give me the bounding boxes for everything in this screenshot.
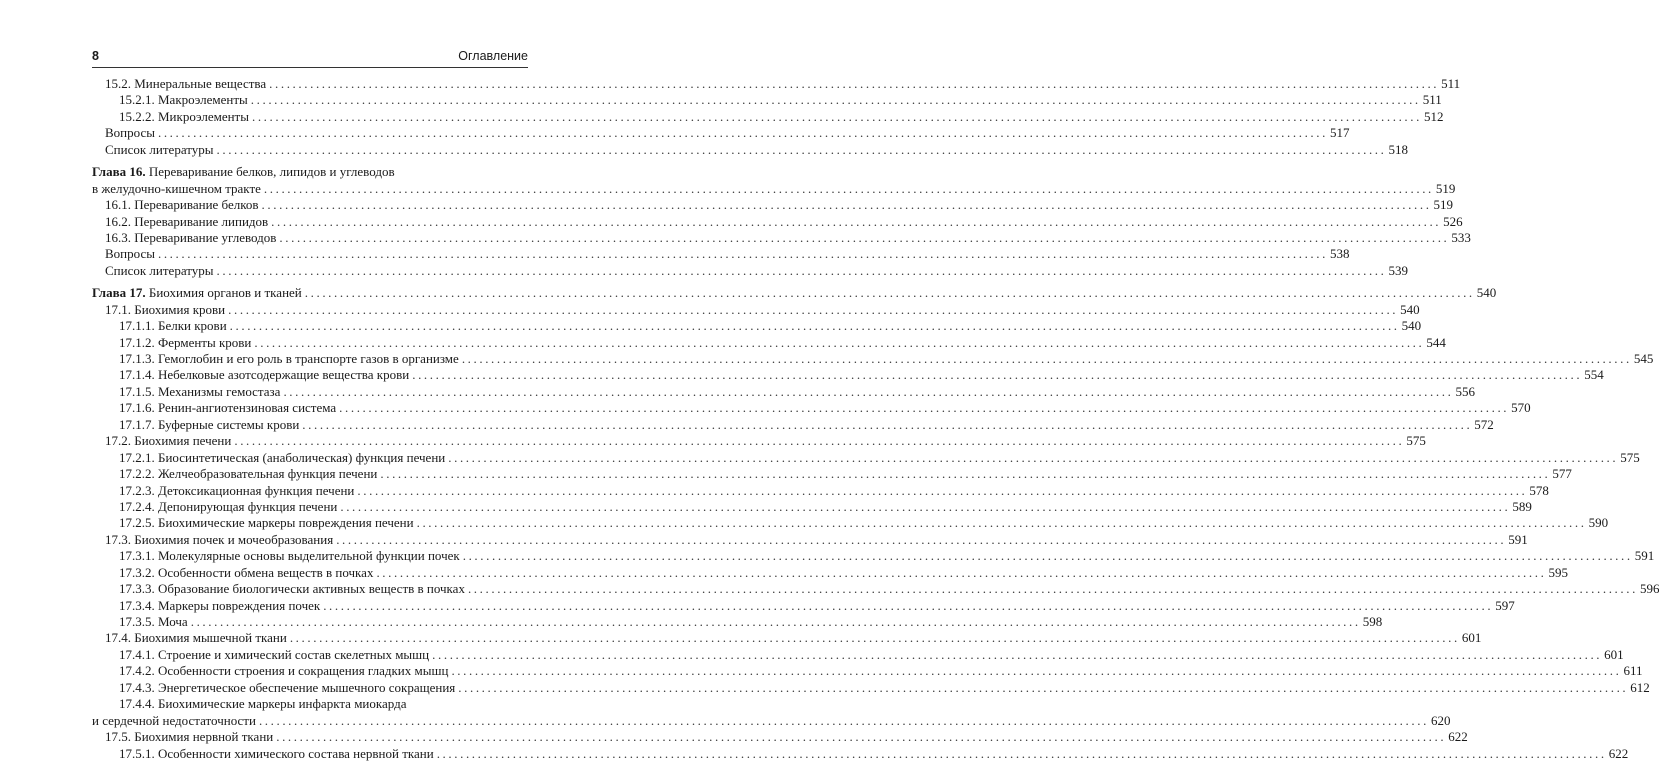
running-title: Оглавление — [458, 49, 528, 63]
dot-leader: ........................................................................................................................................................................................................ — [261, 197, 1432, 213]
toc-entry-label: 17.4. Биохимия мышечной ткани — [105, 630, 287, 646]
chapter-number: Глава 17. — [92, 285, 146, 301]
toc-entry-label: 17.4.3. Энергетическое обеспечение мышечного сокращения — [119, 679, 456, 695]
dot-leader: ........................................................................................................................................................................................................ — [304, 285, 1475, 301]
toc-page-number: 540 — [1401, 318, 1422, 334]
toc-entry — [92, 334, 1446, 351]
toc-entry-label: 17.1.1. Белки крови — [119, 318, 227, 334]
toc-entry-label: 17.2.4. Депонирующая функция печени — [119, 498, 338, 514]
toc-entry — [92, 548, 1655, 564]
toc-page-number: 511 — [1441, 76, 1461, 91]
toc-entry — [92, 466, 1572, 482]
toc-page-number: 545 — [1633, 351, 1654, 366]
toc-entry — [92, 351, 1654, 367]
dot-leader: ........................................................................................................................................................................................................ — [157, 246, 1328, 262]
toc-entry-label: 17.4.4. Биохимические маркеры инфаркта миокарда — [119, 696, 407, 712]
toc-page-number: 556 — [1455, 383, 1475, 399]
toc-entry-label: 17.4.1. Строение и химический состав скелетных мышц — [119, 646, 430, 662]
dot-leader: ........................................................................................................................................................................................................ — [336, 531, 1507, 547]
toc-page-number: 517 — [1329, 125, 1350, 141]
page-number: 8 — [92, 49, 99, 63]
toc-entry-label: 17.3.4. Маркеры повреждения почек — [119, 597, 321, 613]
toc-entry — [92, 646, 1624, 663]
toc-entry — [92, 696, 528, 712]
toc-entry — [92, 729, 1468, 745]
toc-page-number: 620 — [1430, 712, 1451, 728]
toc-page-number: 622 — [1448, 729, 1468, 745]
toc-page-number: 572 — [1474, 416, 1494, 432]
toc-page-number: 591 — [1508, 531, 1528, 547]
toc-entry — [92, 383, 1475, 400]
toc-page-number: 612 — [1630, 679, 1650, 695]
toc-entry — [92, 630, 1482, 646]
toc-page-number: 538 — [1329, 246, 1350, 262]
toc-entry-label: 15.2.2. Микроэлементы — [119, 108, 249, 124]
toc-page-number: 601 — [1604, 646, 1624, 662]
dot-leader: ........................................................................................................................................................................................................ — [279, 229, 1450, 245]
dot-leader: ........................................................................................................................................................................................................ — [251, 108, 1422, 124]
dot-leader: ........................................................................................................................................................................................................ — [250, 92, 1421, 108]
toc-entry-label: 16.1. Переваривание белков — [105, 197, 259, 213]
toc-entry — [92, 449, 1640, 466]
toc-page-number: 575 — [1620, 449, 1640, 465]
toc-entry — [92, 400, 1531, 416]
toc-entry-label: 17.1. Биохимия крови — [105, 301, 226, 317]
toc-entry-label: 17.5.1. Особенности химического состава нервной ткани — [119, 745, 434, 761]
toc-entry — [92, 213, 1463, 230]
toc-page-number: 526 — [1443, 213, 1463, 229]
dot-leader: ........................................................................................................................................................................................................ — [254, 334, 1425, 350]
toc-entry — [92, 515, 1609, 531]
toc-entry-label: 17.2.3. Детоксикационная функция печени — [119, 482, 355, 498]
toc-entry — [92, 498, 1532, 515]
toc-entry — [92, 367, 1604, 383]
dot-leader: ........................................................................................................................................................................................................ — [436, 745, 1607, 761]
toc-page-number: 519 — [1435, 180, 1456, 196]
dot-leader: ........................................................................................................................................................................................................ — [376, 564, 1547, 580]
chapter-number: Глава 16. — [92, 164, 146, 180]
toc-entry — [92, 663, 1643, 679]
dot-leader: ........................................................................................................................................................................................................ — [289, 630, 1460, 646]
toc-page-number: 577 — [1552, 466, 1572, 482]
dot-leader: ........................................................................................................................................................................................................ — [451, 663, 1622, 679]
toc-page-number: 539 — [1388, 262, 1408, 278]
toc-entry-label: 17.4.2. Особенности строения и сокращения гладких мышц — [119, 663, 449, 679]
toc-page-number: 595 — [1548, 564, 1568, 580]
toc-entry — [92, 301, 1420, 318]
dot-leader: ........................................................................................................................................................................................................ — [462, 548, 1633, 564]
toc-entry — [92, 246, 1350, 262]
toc-entry — [92, 614, 1383, 630]
toc-page-number: 540 — [1476, 285, 1497, 301]
toc-entry-label: 15.2.1. Макроэлементы — [119, 92, 248, 108]
dot-leader: ........................................................................................................................................................................................................ — [380, 466, 1551, 482]
toc-page-number: 540 — [1400, 301, 1420, 317]
dot-leader: ........................................................................................................................................................................................................ — [302, 416, 1473, 432]
toc-entry-label: Вопросы — [105, 125, 155, 141]
dot-leader: ........................................................................................................................................................................................................ — [234, 433, 1405, 449]
dot-leader: ........................................................................................................................................................................................................ — [357, 482, 1528, 498]
toc-page-number: 575 — [1406, 433, 1426, 449]
toc-chapter-entry — [92, 164, 528, 180]
toc-page-number: 601 — [1461, 630, 1482, 646]
toc-entry — [92, 229, 1471, 246]
toc-entry — [92, 318, 1422, 334]
toc-entry-label: 17.3.2. Особенности обмена веществ в почках — [119, 564, 374, 580]
dot-leader: ........................................................................................................................................................................................................ — [323, 597, 1494, 613]
toc-entry-label: 17.1.4. Небелковые азотсодержащие вещества крови — [119, 367, 410, 383]
dot-leader: ........................................................................................................................................................................................................ — [467, 581, 1638, 597]
dot-leader: ........................................................................................................................................................................................................ — [190, 614, 1361, 629]
toc-entry-label: 17.3.3. Образование биологически активных веществ в почках — [119, 581, 465, 597]
toc-entry-label: 17.2.5. Биохимические маркеры повреждения печени — [119, 515, 414, 531]
toc-entry-label: 17.2.2. Желчеобразовательная функция печени — [119, 466, 378, 482]
toc-entry-label: 17.1.3. Гемоглобин и его роль в транспорте газов в организме — [119, 351, 459, 366]
header-rule — [92, 67, 528, 68]
toc-entry — [92, 745, 1629, 762]
toc-entry — [92, 416, 1494, 433]
toc-entry-label: Вопросы — [105, 246, 155, 262]
toc-entry-label: 17.3.1. Молекулярные основы выделительной функции почек — [119, 548, 460, 564]
dot-leader: ........................................................................................................................................................................................................ — [339, 400, 1510, 416]
toc-entry — [92, 482, 1549, 499]
toc-entry-label: Глава 17. Биохимия органов и тканей — [92, 285, 302, 301]
dot-leader: ........................................................................................................................................................................................................ — [229, 318, 1400, 334]
toc-entry — [92, 180, 1456, 197]
toc-entry-label: 17.1.6. Ренин-ангиотензиновая система — [119, 400, 337, 416]
toc-entry — [92, 597, 1515, 614]
toc-entry — [92, 108, 1444, 125]
dot-leader: ........................................................................................................................................................................................................ — [216, 262, 1387, 278]
toc-entry-label: 17.3.5. Моча — [119, 614, 188, 629]
toc-entry-label: Список литературы — [105, 141, 214, 157]
toc-page-number: 511 — [1422, 92, 1442, 108]
toc-page-number: 591 — [1634, 548, 1655, 564]
toc-entry-label: Список литературы — [105, 262, 214, 278]
toc-page-number: 544 — [1426, 334, 1446, 350]
dot-leader: ........................................................................................................................................................................................................ — [283, 383, 1454, 399]
toc-page-number: 578 — [1529, 482, 1549, 498]
toc-page-number: 611 — [1623, 663, 1643, 679]
toc-page-number: 570 — [1511, 400, 1531, 416]
dot-leader: ........................................................................................................................................................................................................ — [412, 367, 1583, 383]
toc-page-number: 622 — [1608, 745, 1629, 761]
toc-page-number: 589 — [1512, 498, 1532, 514]
toc-entry — [92, 76, 1461, 92]
toc-page-number: 596 — [1639, 581, 1659, 597]
dot-leader: ........................................................................................................................................................................................................ — [269, 76, 1440, 91]
toc-page-number: 533 — [1451, 229, 1471, 245]
toc-entry-label: 17.1.2. Ферменты крови — [119, 334, 252, 350]
toc-entry-label: 17.2. Биохимия печени — [105, 433, 232, 449]
dot-leader: ........................................................................................................................................................................................................ — [258, 712, 1429, 728]
toc-entry — [92, 433, 1426, 449]
toc-entry — [92, 92, 1442, 108]
dot-leader: ........................................................................................................................................................................................................ — [157, 125, 1328, 141]
toc-entry-label: 17.3. Биохимия почек и мочеобразования — [105, 531, 334, 547]
toc-page-number: 519 — [1433, 197, 1454, 213]
toc-entry — [92, 712, 1451, 729]
toc-entry-label: и сердечной недостаточности — [92, 712, 256, 728]
toc-entry — [92, 141, 1408, 158]
toc-entry-label: Глава 16. Переваривание белков, липидов и углеводов — [92, 164, 395, 180]
toc-entry — [92, 581, 1659, 597]
toc-entry-label: 16.2. Переваривание липидов — [105, 213, 269, 229]
running-header — [92, 49, 528, 65]
toc-entry — [92, 197, 1454, 213]
toc-page-number: 597 — [1495, 597, 1515, 613]
toc-entry-label: 16.3. Переваривание углеводов — [105, 229, 277, 245]
dot-leader: ........................................................................................................................................................................................................ — [216, 141, 1387, 157]
dot-leader: ........................................................................................................................................................................................................ — [228, 301, 1399, 317]
dot-leader: ........................................................................................................................................................................................................ — [461, 351, 1632, 366]
dot-leader: ........................................................................................................................................................................................................ — [416, 515, 1587, 531]
toc-entry-label: в желудочно-кишечном тракте — [92, 180, 261, 196]
toc-entry-label: 17.5. Биохимия нервной ткани — [105, 729, 274, 745]
toc-chapter-entry — [92, 285, 1497, 301]
toc-page-number: 590 — [1588, 515, 1609, 531]
dot-leader: ........................................................................................................................................................................................................ — [448, 449, 1619, 465]
dot-leader: ........................................................................................................................................................................................................ — [263, 180, 1434, 196]
dot-leader: ........................................................................................................................................................................................................ — [276, 729, 1447, 745]
toc-entry — [92, 679, 1650, 696]
toc-page-number: 518 — [1388, 141, 1408, 157]
toc-entry — [92, 564, 1568, 581]
toc-page-number: 554 — [1584, 367, 1604, 383]
toc-entry — [92, 262, 1408, 279]
toc-entry — [92, 125, 1350, 141]
toc-entry-label: 15.2. Минеральные вещества — [105, 76, 267, 91]
table-of-contents — [92, 76, 1659, 762]
toc-entry-label: 17.2.1. Биосинтетическая (анаболическая) функция печени — [119, 449, 446, 465]
toc-page-number: 598 — [1362, 614, 1383, 629]
dot-leader: ........................................................................................................................................................................................................ — [340, 498, 1511, 514]
dot-leader: ........................................................................................................................................................................................................ — [458, 679, 1629, 695]
dot-leader: ........................................................................................................................................................................................................ — [271, 213, 1442, 229]
dot-leader: ........................................................................................................................................................................................................ — [432, 646, 1603, 662]
toc-entry-label: 17.1.7. Буферные системы крови — [119, 416, 300, 432]
toc-entry — [92, 531, 1528, 548]
toc-page-number: 512 — [1423, 108, 1444, 124]
toc-entry-label: 17.1.5. Механизмы гемостаза — [119, 383, 281, 399]
